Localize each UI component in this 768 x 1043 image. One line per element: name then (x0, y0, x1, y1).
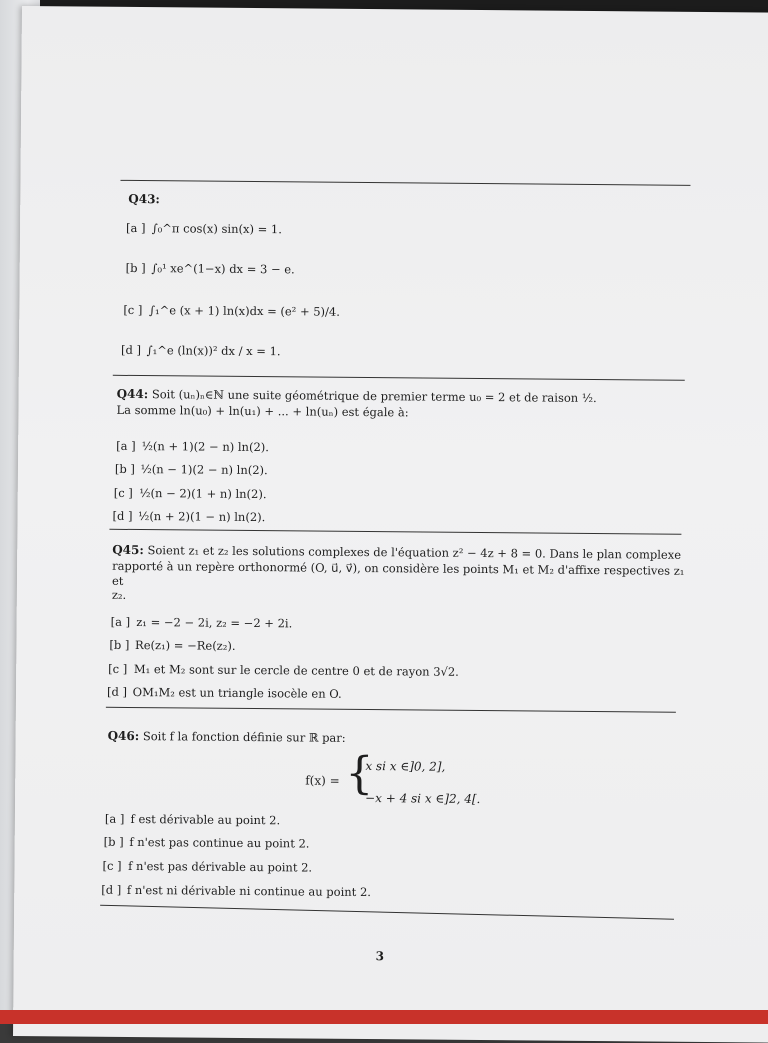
q44-option-a-text: ½(n + 1)(2 − n) ln(2). (141, 439, 270, 455)
q45-option-d-text: OM₁M₂ est un triangle isocèle en O. (132, 684, 342, 701)
q45-statement-line2: rapporté à un repère orthonormé (O, u⃗, v⃗), on considère les points M₁ et M₂ d'affixe respectives z₁ et (111, 558, 685, 588)
q45-statement (112, 543, 693, 608)
q46-title: Q46: (107, 728, 140, 744)
q46-option-d-text: f n'est ni dérivable ni continue au point 2. (126, 882, 372, 900)
q45-option-b[interactable] (109, 638, 235, 653)
q46-option-a[interactable] (105, 812, 280, 828)
q44-statement (116, 387, 676, 422)
divider-q44 (109, 529, 681, 535)
q45-option-c[interactable] (108, 662, 459, 679)
q43-option-d-label: [d ] (120, 342, 142, 358)
q45-option-a-label: [a ] (110, 614, 131, 629)
q43-title: Q43: (128, 191, 160, 207)
q46-case-1: x si x ∈]0, 2], (365, 759, 446, 774)
q45-option-b-label: [b ] (109, 637, 130, 652)
q44-option-d-text: ½(n + 2)(1 − n) ln(2). (138, 509, 266, 525)
q46-option-b[interactable] (104, 835, 310, 851)
q46-case-2: −x + 4 si x ∈]2, 4[. (365, 791, 481, 807)
q46-brace: { (345, 747, 374, 800)
q44-statement-line1: Soit (uₙ)ₙ∈ℕ une suite géométrique de premier terme u₀ = 2 et de raison ½. (151, 387, 597, 406)
q45-option-c-text: M₁ et M₂ sont sur le cercle de centre 0 et de rayon 3√2. (133, 662, 459, 679)
q45-option-c-label: [c ] (108, 661, 128, 676)
q44-option-c[interactable] (114, 486, 267, 501)
q46-option-a-text: f est dérivable au point 2. (130, 811, 281, 828)
q44-option-d[interactable] (112, 509, 265, 524)
q43-option-c[interactable] (123, 303, 340, 319)
q46-option-c-text: f n'est pas dérivable au point 2. (128, 858, 313, 875)
q43-option-b[interactable] (126, 261, 295, 276)
q44-title: Q44: (116, 386, 149, 402)
q44-option-b-text: ½(n − 1)(2 − n) ln(2). (140, 462, 268, 478)
q45-option-b-text: Re(z₁) = −Re(z₂). (135, 638, 236, 653)
q46-option-b-label: [b ] (103, 834, 124, 849)
bottom-red-edge (0, 1010, 768, 1024)
divider-q43 (113, 375, 685, 381)
q43-option-a-text: ∫₀^π cos(x) sin(x) = 1. (151, 221, 282, 237)
q46-option-c[interactable] (102, 859, 312, 875)
q46-option-a-label: [a ] (104, 811, 125, 826)
q46-function-lhs: f(x) = (305, 773, 340, 788)
exam-page (13, 6, 768, 1043)
q45-option-a[interactable] (111, 615, 293, 631)
divider-bottom (100, 905, 674, 920)
q44-option-c-label: [c ] (113, 485, 133, 500)
q43-option-a[interactable] (126, 221, 282, 236)
page-number: 3 (375, 949, 385, 964)
divider-top (120, 180, 690, 186)
q45-statement-line3: z₂. (111, 588, 127, 603)
q44-option-a[interactable] (116, 439, 269, 454)
q45-option-a-text: z₁ = −2 − 2i, z₂ = −2 + 2i. (136, 615, 293, 631)
q45-statement-line1: Soient z₁ et z₂ les solutions complexes de l'équation z² − 4z + 8 = 0. Dans le plan complexe (147, 543, 682, 562)
q43-option-c-label: [c ] (123, 302, 143, 318)
q43-option-c-text: ∫₁^e (x + 1) ln(x)dx = (e² + 5)/4. (148, 303, 340, 319)
q46-option-b-text: f n'est pas continue au point 2. (129, 834, 310, 851)
q46-option-d[interactable] (101, 883, 371, 899)
q46-statement (108, 729, 668, 749)
q46-statement-text: Soit f la fonction définie sur ℝ par: (142, 729, 346, 745)
q44-option-c-text: ½(n − 2)(1 + n) ln(2). (139, 486, 267, 502)
q44-option-a-label: [a ] (116, 438, 136, 454)
q43-option-b-text: ∫₀¹ xe^(1−x) dx = 3 − e. (151, 261, 295, 277)
q43-option-a-label: [a ] (126, 220, 146, 236)
q43-option-d[interactable] (121, 343, 281, 358)
q45-option-d[interactable] (107, 685, 342, 701)
q46-option-d-label: [d ] (101, 882, 122, 897)
q44-statement-line2: La somme ln(u₀) + ln(u₁) + ... + ln(uₙ) est égale à: (116, 402, 409, 419)
q43-option-b-label: [b ] (125, 260, 146, 276)
q45-option-d-label: [d ] (106, 684, 128, 699)
q45-title: Q45: (112, 542, 144, 558)
divider-q45 (106, 707, 676, 713)
q46-option-c-label: [c ] (102, 858, 122, 873)
q43-option-d-text: ∫₁^e (ln(x))² dx / x = 1. (146, 343, 281, 359)
q44-option-b[interactable] (115, 462, 268, 477)
q44-option-d-label: [d ] (112, 508, 133, 523)
q44-option-b-label: [b ] (114, 461, 136, 477)
